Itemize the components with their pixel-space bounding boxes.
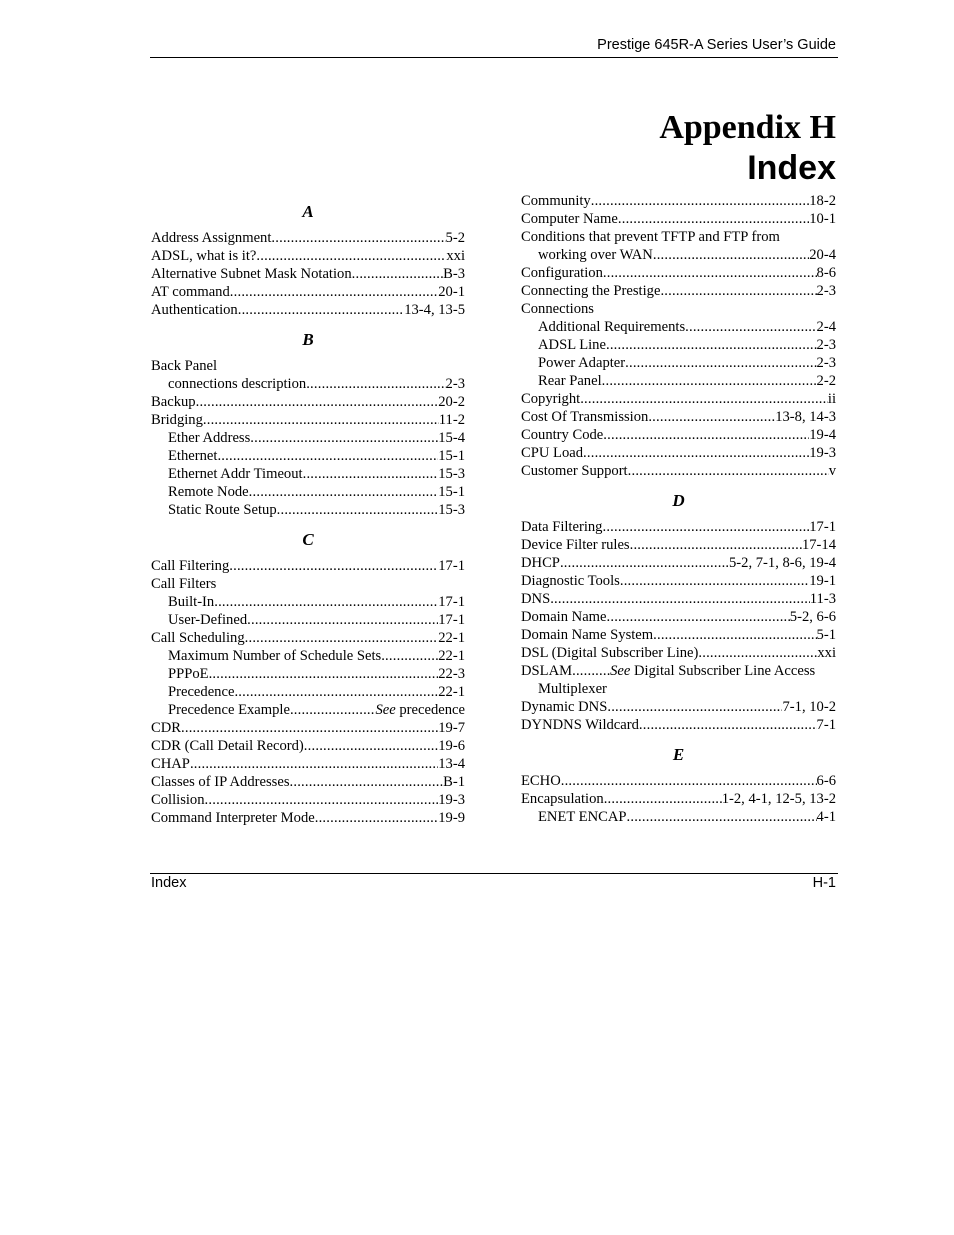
section-a-entries — [151, 229, 465, 319]
index-subentry: PPPoE ..... 22-3 — [151, 665, 465, 683]
index-subentry: User-Defined ..... 17-1 — [151, 611, 465, 629]
index-entry: Cost Of Transmission ..... 13-8, 14-3 — [521, 408, 836, 426]
index-column-right — [521, 192, 836, 826]
index-entry: Command Interpreter Mode ..... 19-9 — [151, 809, 465, 827]
index-subentry: Built-In ..... 17-1 — [151, 593, 465, 611]
section-d-entries — [521, 518, 836, 662]
index-entry: Data Filtering ..... 17-1 — [521, 518, 836, 536]
index-entry: DSLAM ..... See Digital Subscriber Line Access — [521, 662, 836, 680]
index-entry: ECHO ..... 6-6 — [521, 772, 836, 790]
index-entry: Conditions that prevent TFTP and FTP from — [521, 229, 780, 245]
footer-rule — [150, 873, 838, 874]
index-entry-continuation: working over WAN ..... 20-4 — [521, 246, 836, 264]
running-header: Prestige 645R-A Series User’s Guide — [597, 37, 836, 53]
appendix-label: Appendix H — [659, 109, 836, 146]
section-letter-a: A — [302, 202, 314, 221]
index-entry: DNS ..... 11-3 — [521, 590, 836, 608]
section-c-entries — [151, 719, 465, 827]
section-letter-e: E — [672, 745, 685, 764]
index-entry: Alternative Subnet Mask Notation ..... B-3 — [151, 265, 465, 283]
index-entry: Call Filters — [151, 576, 217, 592]
index-entry: Address Assignment ..... 5-2 — [151, 229, 465, 247]
index-entry: Domain Name ..... 5-2, 6-6 — [521, 608, 836, 626]
page-title: Index — [747, 149, 836, 187]
index-entry: Copyright ..... ii — [521, 390, 836, 408]
index-subentry: Power Adapter ..... 2-3 — [521, 354, 836, 372]
index-entry: Bridging ..... 11-2 — [151, 411, 465, 429]
section-letter-d: D — [672, 491, 685, 510]
section-d-entries — [521, 698, 836, 734]
index-subentry: ADSL Line ..... 2-3 — [521, 336, 836, 354]
index-entry: Diagnostic Tools ..... 19-1 — [521, 572, 836, 590]
encapsulation-subentries — [521, 808, 836, 826]
index-subentry: Ether Address ..... 15-4 — [151, 429, 465, 447]
call-filters-subentries — [151, 593, 465, 629]
index-entry: DSL (Digital Subscriber Line) ..... xxi — [521, 644, 836, 662]
index-entry: Connecting the Prestige ..... 2-3 — [521, 282, 836, 300]
index-entry: Computer Name ..... 10-1 — [521, 210, 836, 228]
index-entry: Back Panel — [151, 358, 218, 374]
index-entry: Community ..... 18-2 — [521, 192, 836, 210]
index-entry: Backup ..... 20-2 — [151, 393, 465, 411]
index-entry: Classes of IP Addresses ..... B-1 — [151, 773, 465, 791]
index-entry: ADSL, what is it? ..... xxi — [151, 247, 465, 265]
title-block — [659, 108, 836, 188]
index-entry: Call Filtering ..... 17-1 — [151, 557, 465, 575]
page-number: H-1 — [812, 875, 836, 891]
index-entry: Domain Name System ..... 5-1 — [521, 626, 836, 644]
index-subentry: Static Route Setup ..... 15-3 — [151, 501, 465, 519]
index-entry: AT command ..... 20-1 — [151, 283, 465, 301]
index-subentry: Rear Panel ..... 2-2 — [521, 372, 836, 390]
index-entry: DHCP ..... 5-2, 7-1, 8-6, 19-4 — [521, 554, 836, 572]
index-entry: DYNDNS Wildcard ..... 7-1 — [521, 716, 836, 734]
index-subentry: Precedence Example ..... See precedence — [151, 701, 465, 719]
index-subentry: Ethernet Addr Timeout ..... 15-3 — [151, 465, 465, 483]
section-c-continued-entries — [521, 390, 836, 480]
index-subentry: Additional Requirements ..... 2-4 — [521, 318, 836, 336]
footer-section-label: Index — [151, 875, 187, 891]
index-entry: Encapsulation ..... 1-2, 4-1, 12-5, 13-2 — [521, 790, 836, 808]
header-rule — [150, 57, 838, 58]
index-entry: Dynamic DNS ..... 7-1, 10-2 — [521, 698, 836, 716]
index-subentry: ENET ENCAP ..... 4-1 — [521, 808, 836, 826]
section-letter-c: C — [302, 530, 314, 549]
index-entry: Authentication ..... 13-4, 13-5 — [151, 301, 465, 319]
index-entry-continuation: Multiplexer — [538, 681, 607, 697]
index-entry: CDR ..... 19-7 — [151, 719, 465, 737]
index-subentry: Precedence ..... 22-1 — [151, 683, 465, 701]
connections-subentries — [521, 318, 836, 390]
index-entry: CHAP ..... 13-4 — [151, 755, 465, 773]
index-column-left — [151, 199, 465, 827]
call-scheduling-subentries — [151, 647, 465, 701]
index-entry: CPU Load ..... 19-3 — [521, 444, 836, 462]
index-entry: Device Filter rules ..... 17-14 — [521, 536, 836, 554]
index-entry: Configuration ..... 8-6 — [521, 264, 836, 282]
index-entry: CDR (Call Detail Record) ..... 19-6 — [151, 737, 465, 755]
index-entry: Country Code ..... 19-4 — [521, 426, 836, 444]
section-e-entries — [521, 772, 836, 808]
index-subentry: Ethernet ..... 15-1 — [151, 447, 465, 465]
index-entry: Call Scheduling ..... 22-1 — [151, 629, 465, 647]
page-footer — [151, 875, 836, 891]
index-subentry: Remote Node ..... 15-1 — [151, 483, 465, 501]
bridging-subentries — [151, 429, 465, 519]
index-subentry: connections description ..... 2-3 — [151, 375, 465, 393]
index-subentry: Maximum Number of Schedule Sets ..... 22-1 — [151, 647, 465, 665]
index-entry: Collision ..... 19-3 — [151, 791, 465, 809]
section-c-continued-entries — [521, 192, 836, 228]
index-entry: Connections — [521, 301, 594, 317]
section-letter-b: B — [302, 330, 314, 349]
section-c-continued-entries — [521, 264, 836, 300]
index-entry: Customer Support ..... v — [521, 462, 836, 480]
